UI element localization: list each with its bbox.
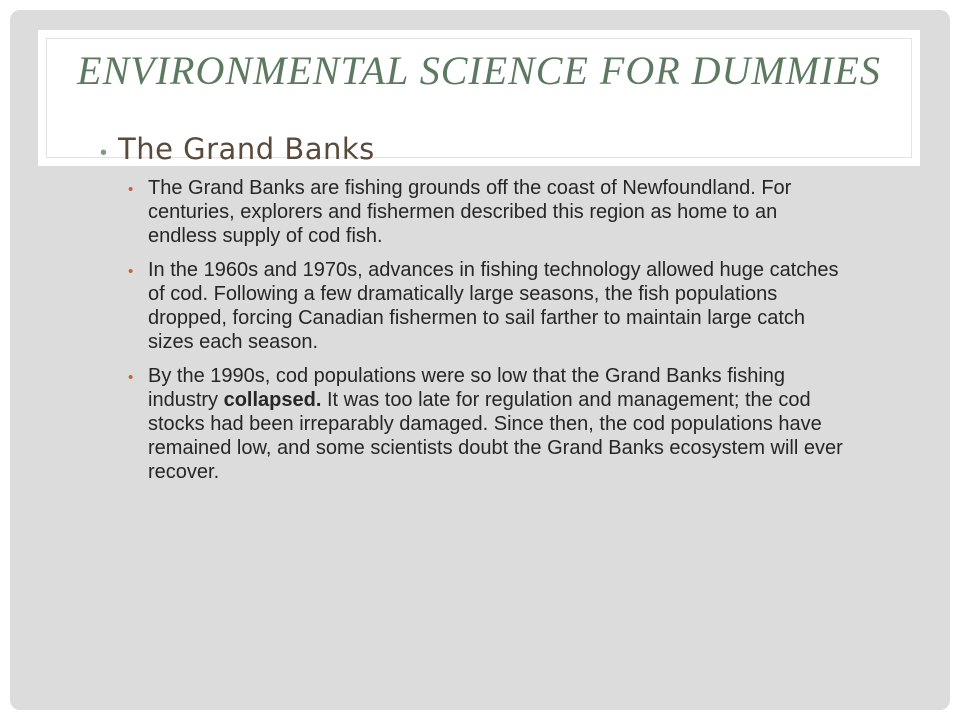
section-heading: The Grand Banks [118, 132, 375, 166]
list-item [128, 364, 880, 484]
heading-bullet [100, 132, 880, 166]
bullet-text: The Grand Banks are fishing grounds off the coast of Newfoundland. For centuries, explorers and fishermen described this region as home to an endless supply of cod fish. [148, 177, 792, 247]
slide [10, 10, 950, 710]
bullet-text-before: By the 1990s, cod populations were so low that the Grand Banks fishing industry [148, 365, 786, 411]
bullet-text [148, 364, 848, 484]
bullet-marker: • [128, 181, 134, 198]
list-item [128, 176, 880, 248]
bullet-marker: • [128, 263, 134, 280]
bullet-marker: • [128, 369, 134, 386]
bullet-marker: • [100, 142, 108, 164]
bullet-list [100, 176, 880, 484]
bullet-text: In the 1960s and 1970s, advances in fishing technology allowed huge catches of cod. Following a few dramatically large seasons, the fish populations dropped, forcing Canadian fishermen to sail farther to maintain large catch sizes each season. [148, 259, 839, 353]
bullet-text-after: It was too late for regulation and management; the cod stocks had been irreparably damaged. Since then, the cod populations have remained low, and some scientists doubt the Grand Banks ecosystem will ever recover. [148, 389, 843, 483]
slide-content [100, 132, 880, 494]
list-item [128, 258, 880, 354]
bold-term-collapsed: collapsed. [223, 389, 322, 411]
slide-title: ENVIRONMENTAL SCIENCE FOR DUMMIES [77, 48, 881, 93]
